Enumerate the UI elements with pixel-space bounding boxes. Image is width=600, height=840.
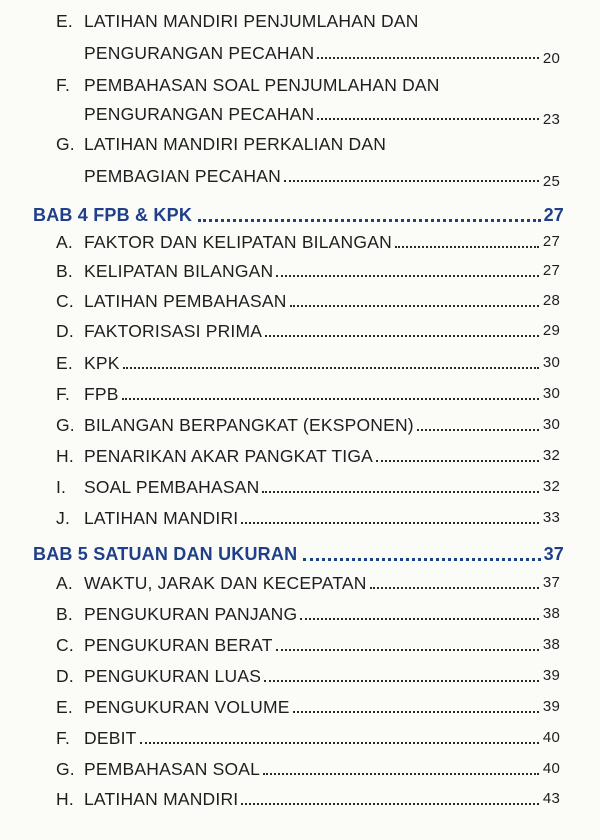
- toc-entry-e-line2[interactable]: [0, 40, 600, 67]
- entry-title: LATIHAN MANDIRI: [84, 789, 239, 809]
- entry-page-number: 43: [542, 790, 560, 807]
- toc-entry[interactable]: [0, 350, 600, 374]
- dot-leader: [123, 367, 539, 369]
- toc-entry[interactable]: [0, 229, 600, 253]
- entry-title: KELIPATAN BILANGAN: [84, 261, 274, 281]
- dot-leader: [198, 219, 541, 222]
- entry-page-number: 28: [542, 292, 560, 309]
- entry-page-number: 32: [542, 447, 560, 464]
- toc-entry[interactable]: [0, 258, 600, 282]
- toc-entry-e-line1[interactable]: [0, 8, 600, 32]
- dot-leader: [276, 649, 539, 651]
- toc-entry[interactable]: [0, 381, 600, 405]
- dot-leader: [140, 742, 539, 744]
- toc-entry[interactable]: [0, 505, 600, 529]
- entry-title: LATIHAN MANDIRI: [84, 508, 239, 528]
- dot-leader: [300, 618, 539, 620]
- entry-title: FAKTORISASI PRIMA: [84, 321, 263, 341]
- dot-leader: [263, 773, 539, 775]
- entry-page-number: 30: [542, 385, 560, 402]
- dot-leader: [417, 429, 539, 431]
- entry-page-number: 38: [542, 636, 560, 653]
- entry-title: LATIHAN MANDIRI PERKALIAN DAN: [84, 134, 387, 154]
- dot-leader: [264, 680, 539, 682]
- entry-letter: F.: [56, 75, 71, 95]
- dot-leader: [241, 522, 539, 524]
- dot-leader: [122, 398, 539, 400]
- entry-page-number: 30: [542, 354, 560, 371]
- entry-title: PENGUKURAN VOLUME: [84, 697, 290, 717]
- toc-entry[interactable]: [0, 570, 600, 594]
- entry-title: PENGUKURAN BERAT: [84, 635, 273, 655]
- entry-page-number: 20: [542, 50, 560, 67]
- chapter-page-number: 27: [543, 205, 564, 225]
- chapter-page-number: 37: [543, 544, 564, 564]
- entry-title: PENGUKURAN LUAS: [84, 666, 262, 686]
- entry-page-number: 38: [542, 605, 560, 622]
- entry-page-number: 39: [542, 698, 560, 715]
- entry-title: PEMBAGIAN PECAHAN: [84, 166, 281, 186]
- entry-letter: G.: [56, 415, 75, 435]
- toc-entry-g-line1[interactable]: [0, 131, 600, 155]
- entry-letter: D.: [56, 666, 74, 686]
- dot-leader: [317, 57, 539, 59]
- entry-title: PENARIKAN AKAR PANGKAT TIGA: [84, 446, 374, 466]
- dot-leader: [262, 491, 539, 493]
- dot-leader: [241, 803, 539, 805]
- entry-page-number: 27: [542, 233, 560, 250]
- chapter-title: BAB 4 FPB & KPK: [33, 205, 193, 225]
- toc-entry[interactable]: [0, 601, 600, 625]
- toc-entry-g-line2[interactable]: [0, 163, 600, 190]
- toc-entry[interactable]: [0, 756, 600, 780]
- dot-leader: [284, 180, 539, 182]
- entry-page-number: 32: [542, 478, 560, 495]
- entry-page-number: 40: [542, 729, 560, 746]
- entry-letter: H.: [56, 446, 74, 466]
- toc-entry[interactable]: [0, 318, 600, 342]
- entry-title: FPB: [84, 384, 119, 404]
- entry-page-number: 37: [542, 574, 560, 591]
- entry-letter: D.: [56, 321, 74, 341]
- entry-letter: A.: [56, 573, 73, 593]
- entry-letter: E.: [56, 697, 73, 717]
- entry-title: PENGURANGAN PECAHAN: [84, 104, 315, 124]
- entry-title: FAKTOR DAN KELIPATAN BILANGAN: [84, 232, 392, 252]
- dot-leader: [370, 587, 539, 589]
- entry-letter: I.: [56, 477, 67, 497]
- toc-entry[interactable]: [0, 694, 600, 718]
- entry-letter: H.: [56, 789, 74, 809]
- dot-leader: [317, 118, 539, 120]
- toc-entry[interactable]: [0, 663, 600, 687]
- entry-letter: G.: [56, 759, 75, 779]
- toc-entry-f-line1[interactable]: [0, 72, 600, 96]
- entry-title: LATIHAN MANDIRI PENJUMLAHAN DAN: [84, 11, 419, 31]
- entry-page-number: 30: [542, 416, 560, 433]
- dot-leader: [290, 305, 539, 307]
- toc-entry[interactable]: [0, 725, 600, 749]
- chapter-heading-bab4[interactable]: [0, 201, 600, 227]
- entry-page-number: 27: [542, 262, 560, 279]
- entry-title: LATIHAN PEMBAHASAN: [84, 291, 287, 311]
- chapter-heading-bab5[interactable]: [0, 540, 600, 566]
- entry-title: PEMBAHASAN SOAL PENJUMLAHAN DAN: [84, 75, 440, 95]
- dot-leader: [293, 711, 539, 713]
- entry-letter: C.: [56, 635, 74, 655]
- entry-page-number: 25: [542, 173, 560, 190]
- entry-page-number: 23: [542, 111, 560, 128]
- toc-entry[interactable]: [0, 288, 600, 312]
- entry-title: KPK: [84, 353, 120, 373]
- entry-title: PEMBAHASAN SOAL: [84, 759, 261, 779]
- entry-title: PENGURANGAN PECAHAN: [84, 43, 315, 63]
- entry-letter: F.: [56, 384, 71, 404]
- entry-page-number: 29: [542, 322, 560, 339]
- entry-title: PENGUKURAN PANJANG: [84, 604, 298, 624]
- entry-letter: J.: [56, 508, 71, 528]
- toc-entry[interactable]: [0, 632, 600, 656]
- entry-page-number: 33: [542, 509, 560, 526]
- toc-entry[interactable]: [0, 786, 600, 810]
- entry-title: BILANGAN BERPANGKAT (EKSPONEN): [84, 415, 414, 435]
- dot-leader: [303, 558, 540, 561]
- toc-entry[interactable]: [0, 474, 600, 498]
- entry-letter: B.: [56, 261, 73, 281]
- dot-leader: [395, 246, 539, 248]
- chapter-title: BAB 5 SATUAN DAN UKURAN: [33, 544, 298, 564]
- toc-entry[interactable]: [0, 412, 600, 436]
- toc-entry[interactable]: [0, 443, 600, 467]
- entry-letter: E.: [56, 353, 73, 373]
- entry-page-number: 39: [542, 667, 560, 684]
- entry-title: SOAL PEMBAHASAN: [84, 477, 260, 497]
- toc-entry-f-line2[interactable]: [0, 101, 600, 128]
- entry-title: WAKTU, JARAK DAN KECEPATAN: [84, 573, 367, 593]
- entry-letter: C.: [56, 291, 74, 311]
- entry-letter: G.: [56, 134, 75, 154]
- dot-leader: [276, 275, 539, 277]
- entry-letter: B.: [56, 604, 73, 624]
- entry-letter: E.: [56, 11, 73, 31]
- dot-leader: [265, 335, 539, 337]
- entry-page-number: 40: [542, 760, 560, 777]
- entry-letter: A.: [56, 232, 73, 252]
- entry-title: DEBIT: [84, 728, 137, 748]
- dot-leader: [376, 460, 539, 462]
- entry-letter: F.: [56, 728, 71, 748]
